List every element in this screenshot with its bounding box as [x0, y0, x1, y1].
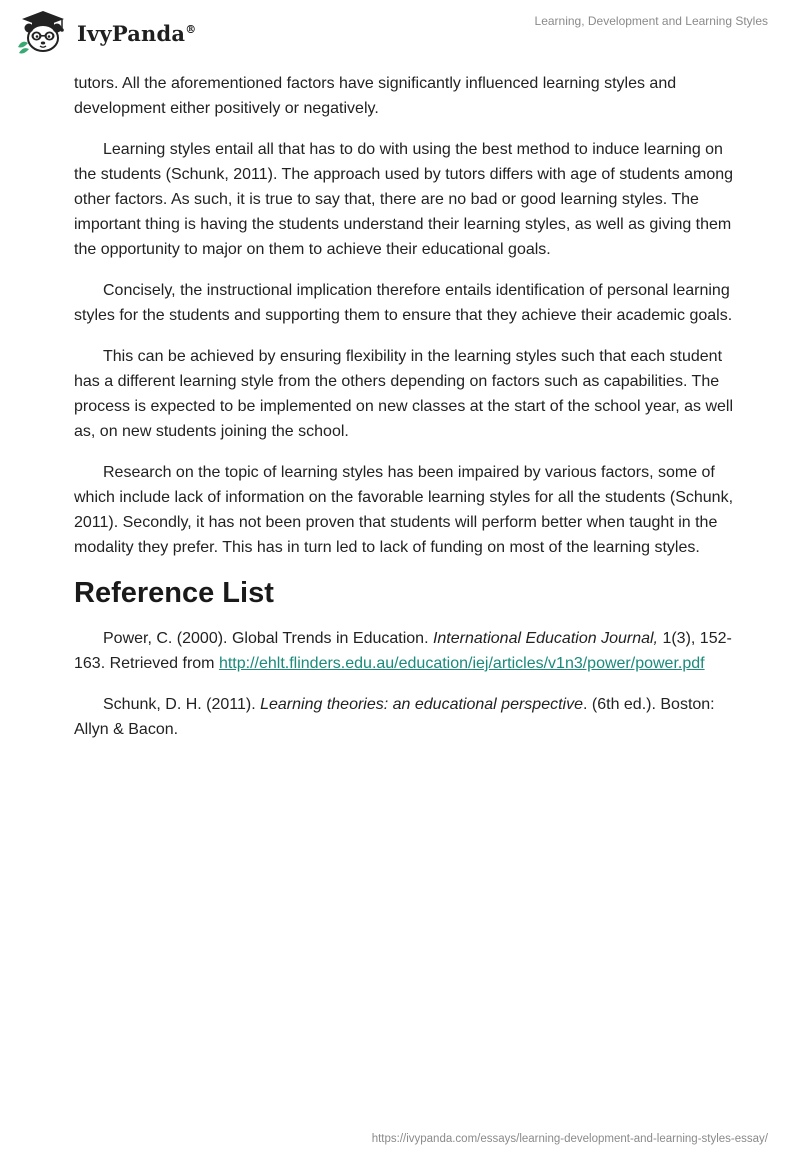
footer-url: https://ivypanda.com/essays/learning-development-and-learning-styles-essay/ — [371, 1133, 768, 1145]
body-paragraph: Research on the topic of learning styles has been impaired by various factors, some of which include lack of information on the favorable learning styles for all the students (Schunk, 2011). Secondly, it has not been proven that students will perform better when taught in the modality they prefer. This has in turn led to lack of funding on most of the learning styles. — [74, 464, 734, 556]
registered-mark: ® — [185, 23, 197, 36]
essay-content — [74, 71, 734, 758]
ivypanda-logo[interactable] — [14, 9, 196, 55]
body-paragraph: tutors. All the aforementioned factors have significantly influenced learning styles and development either positively or negatively. — [74, 75, 677, 117]
reference-book-title: Learning theories: an educational perspective — [260, 696, 583, 713]
reference-text: 1(3), 152-163. Retrieved from — [74, 630, 732, 672]
reference-text: Power, C. (2000). Global Trends in Education. — [103, 630, 433, 647]
body-paragraph: This can be achieved by ensuring flexibility in the learning styles such that each student has a different learning style from the others depending on factors such as capabilities. The process is expected to be implemented on new classes at the start of the school year, as well as, on new students joining the school. — [74, 348, 734, 440]
reference-text: . (6th ed.). Boston: Allyn & Bacon. — [74, 696, 715, 738]
body-paragraph: Learning styles entail all that has to do with using the best method to induce learning on the students (Schunk, 2011). The approach used by tutors differs with age of students among other factors. As such, it is true to say that, there are no bad or good learning styles. The important thing is having the students understand their learning styles, as well as giving them the opportunity to major on them to achieve their educational goals. — [74, 141, 734, 258]
reference-item — [74, 692, 734, 742]
running-title: Learning, Development and Learning Styles — [534, 14, 768, 28]
reference-link[interactable]: http://ehlt.flinders.edu.au/education/iej/articles/v1n3/power/power.pdf — [218, 655, 705, 672]
page-header — [0, 0, 800, 60]
reference-text: Schunk, D. H. (2011). — [103, 696, 261, 713]
reference-item — [74, 626, 734, 676]
body-paragraph: Concisely, the instructional implication therefore entails identification of personal learning styles for the students and supporting them to ensure that they achieve their academic goals. — [74, 282, 733, 324]
brand-name: IvyPanda® — [77, 21, 197, 46]
reference-list-heading: Reference List — [74, 577, 274, 609]
panda-mascot-icon — [14, 9, 72, 55]
reference-journal: International Education Journal, — [432, 630, 658, 647]
